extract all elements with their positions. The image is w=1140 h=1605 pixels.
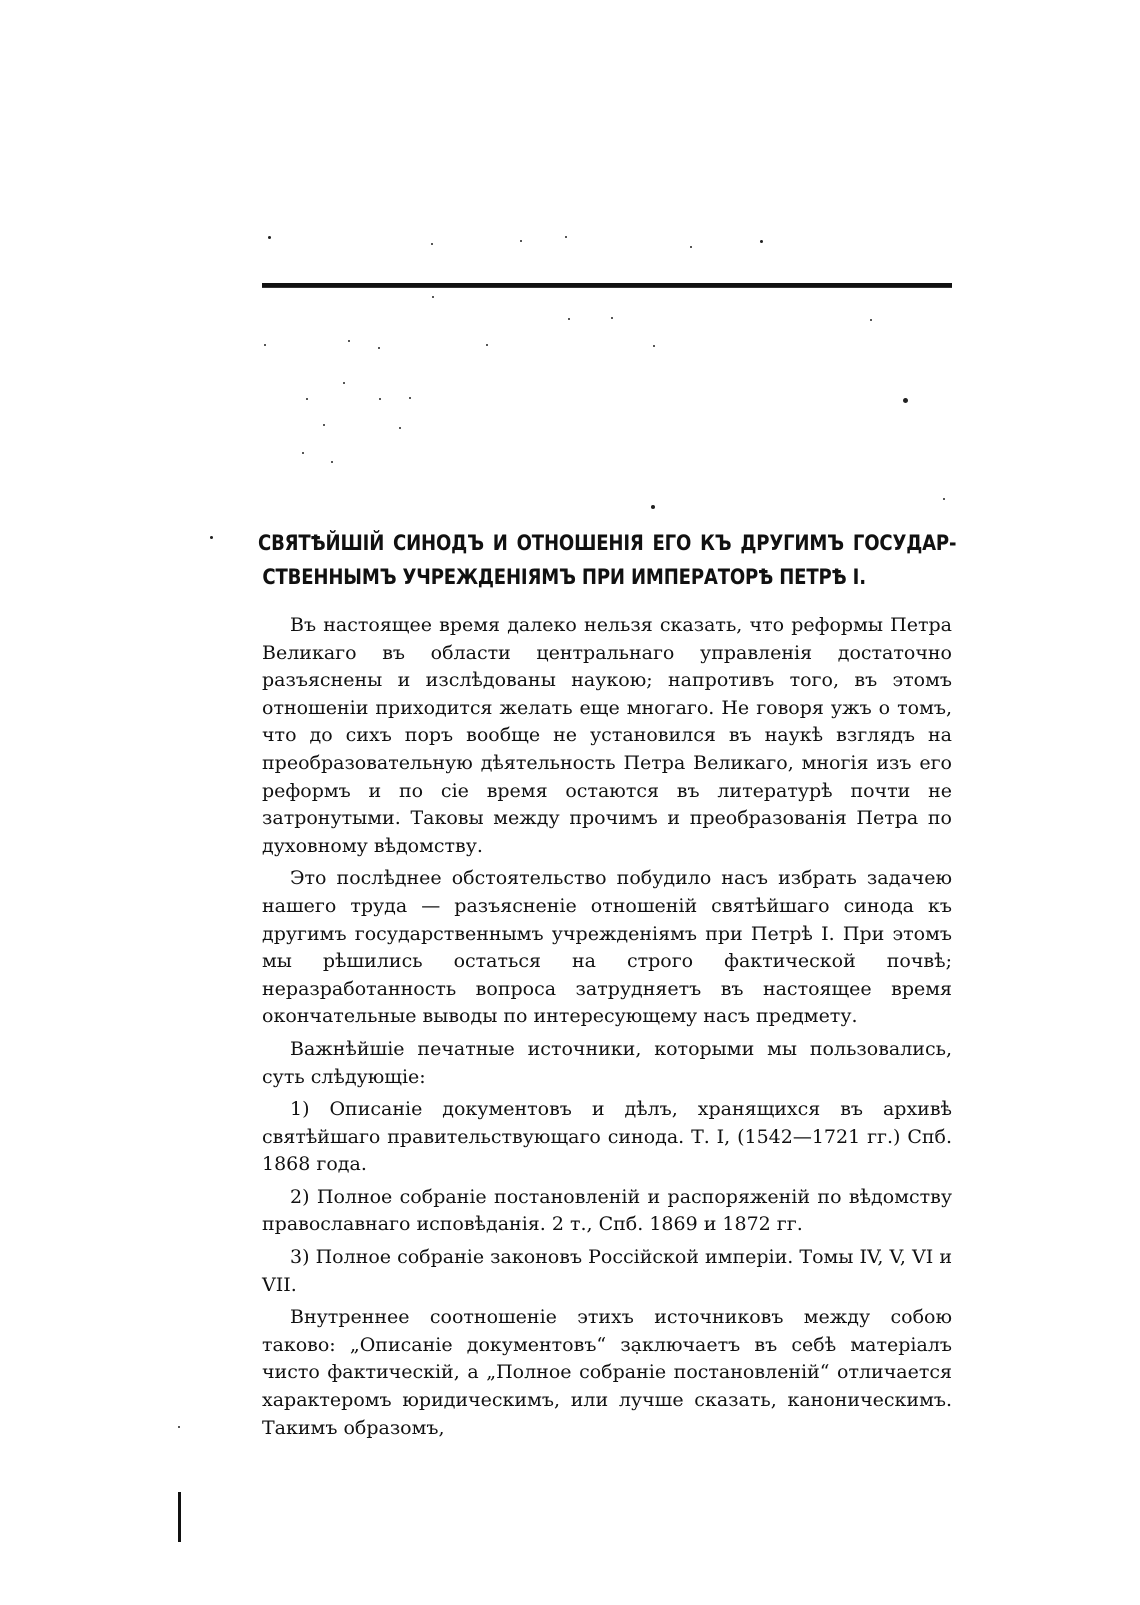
scan-speck [760, 240, 763, 243]
chapter-title [258, 526, 956, 594]
source-list-item: 2) Полное собраніе постановленій и распоряженій по вѣдомству православнаго исповѣданія. 2 т., Спб. 1869 и 1872 гг. [262, 1185, 952, 1236]
scan-speck [611, 317, 613, 319]
scan-speck [870, 319, 872, 321]
scan-speck [331, 461, 333, 463]
scan-speck [323, 424, 325, 426]
scan-speck [210, 536, 213, 539]
scan-speck [348, 340, 350, 342]
scan-speck [903, 398, 908, 403]
scan-speck [943, 498, 945, 500]
scan-speck [399, 427, 401, 429]
scan-speck [302, 452, 304, 454]
scan-speck [378, 347, 380, 349]
paragraph: Въ настоящее время далеко нельзя сказать, что реформы Петра Великаго въ области центральнаго управленія достаточно разъяснены и изслѣдованы наукою; напротивъ того, въ этомъ отношеніи приходится желать еще многаго. Не говоря ужъ о томъ, что до сихъ поръ вообще не установился въ наукѣ взглядъ на преобразовательную дѣятельность Петра Великаго, многія изъ его реформъ и по сіе время остаются въ литературѣ почти не затронутыми. Таковы между прочимъ и преобразованія Петра по духовному вѣдомству. [262, 614, 952, 857]
scan-speck [268, 236, 271, 239]
scan-speck [690, 246, 692, 248]
scan-speck [431, 243, 433, 245]
scan-speck [432, 296, 434, 298]
body-text [262, 612, 952, 1447]
scan-speck [653, 345, 655, 347]
scan-speck [306, 398, 308, 400]
chapter-title-line-1: СВЯТѢЙШІЙ СИНОДЪ И ОТНОШЕНІЯ ЕГО КЪ ДРУГИМЪ ГОСУДАР- [258, 531, 957, 555]
scan-speck [409, 397, 411, 399]
scan-speck [651, 505, 655, 509]
scan-speck [486, 344, 488, 346]
scan-speck [343, 382, 345, 384]
scan-speck [565, 236, 567, 238]
paragraph: Это послѣднее обстоятельство побудило насъ избрать задачею нашего труда — разъясненіе отношеній святѣйшаго синода къ другимъ государственнымъ учрежденіямъ при Петрѣ І. При этомъ мы рѣшились остаться на строго фактической почвѣ; неразработанность вопроса затрудняетъ въ настоящее время окончательные выводы по интересующему насъ предмету. [262, 867, 952, 1028]
scan-speck [264, 344, 266, 346]
scan-speck [568, 318, 570, 320]
top-rule [262, 283, 952, 288]
scan-speck [379, 398, 381, 400]
paragraph: Внутреннее соотношеніе этихъ источниковъ между собою таково: „Описаніе документовъ“ заключаетъ въ себѣ матеріалъ чисто фактическій, а „Полное собраніе постановленій“ отличается характеромъ юридическимъ, или лучше сказать, каноническимъ. Такимъ образомъ, [262, 1306, 952, 1439]
scan-speck [178, 1426, 180, 1428]
chapter-title-line-2: СТВЕННЫМЪ УЧРЕЖДЕНІЯМЪ ПРИ ИМПЕРАТОРѢ ПЕТРѢ І. [262, 565, 866, 589]
margin-mark [178, 1492, 181, 1542]
source-list-item: 3) Полное собраніе законовъ Россійской имперіи. Томы IV, V, VI и VII. [262, 1246, 952, 1296]
paragraph: Важнѣйшіе печатные источники, которыми мы пользовались, суть слѣдующіе: [262, 1037, 952, 1088]
source-list-item: 1) Описаніе документовъ и дѣлъ, хранящихся въ архивѣ святѣйшаго правительствующаго синода. Т. І, (1542—1721 гг.) Спб. 1868 года. [262, 1098, 952, 1176]
scan-speck [520, 240, 522, 242]
